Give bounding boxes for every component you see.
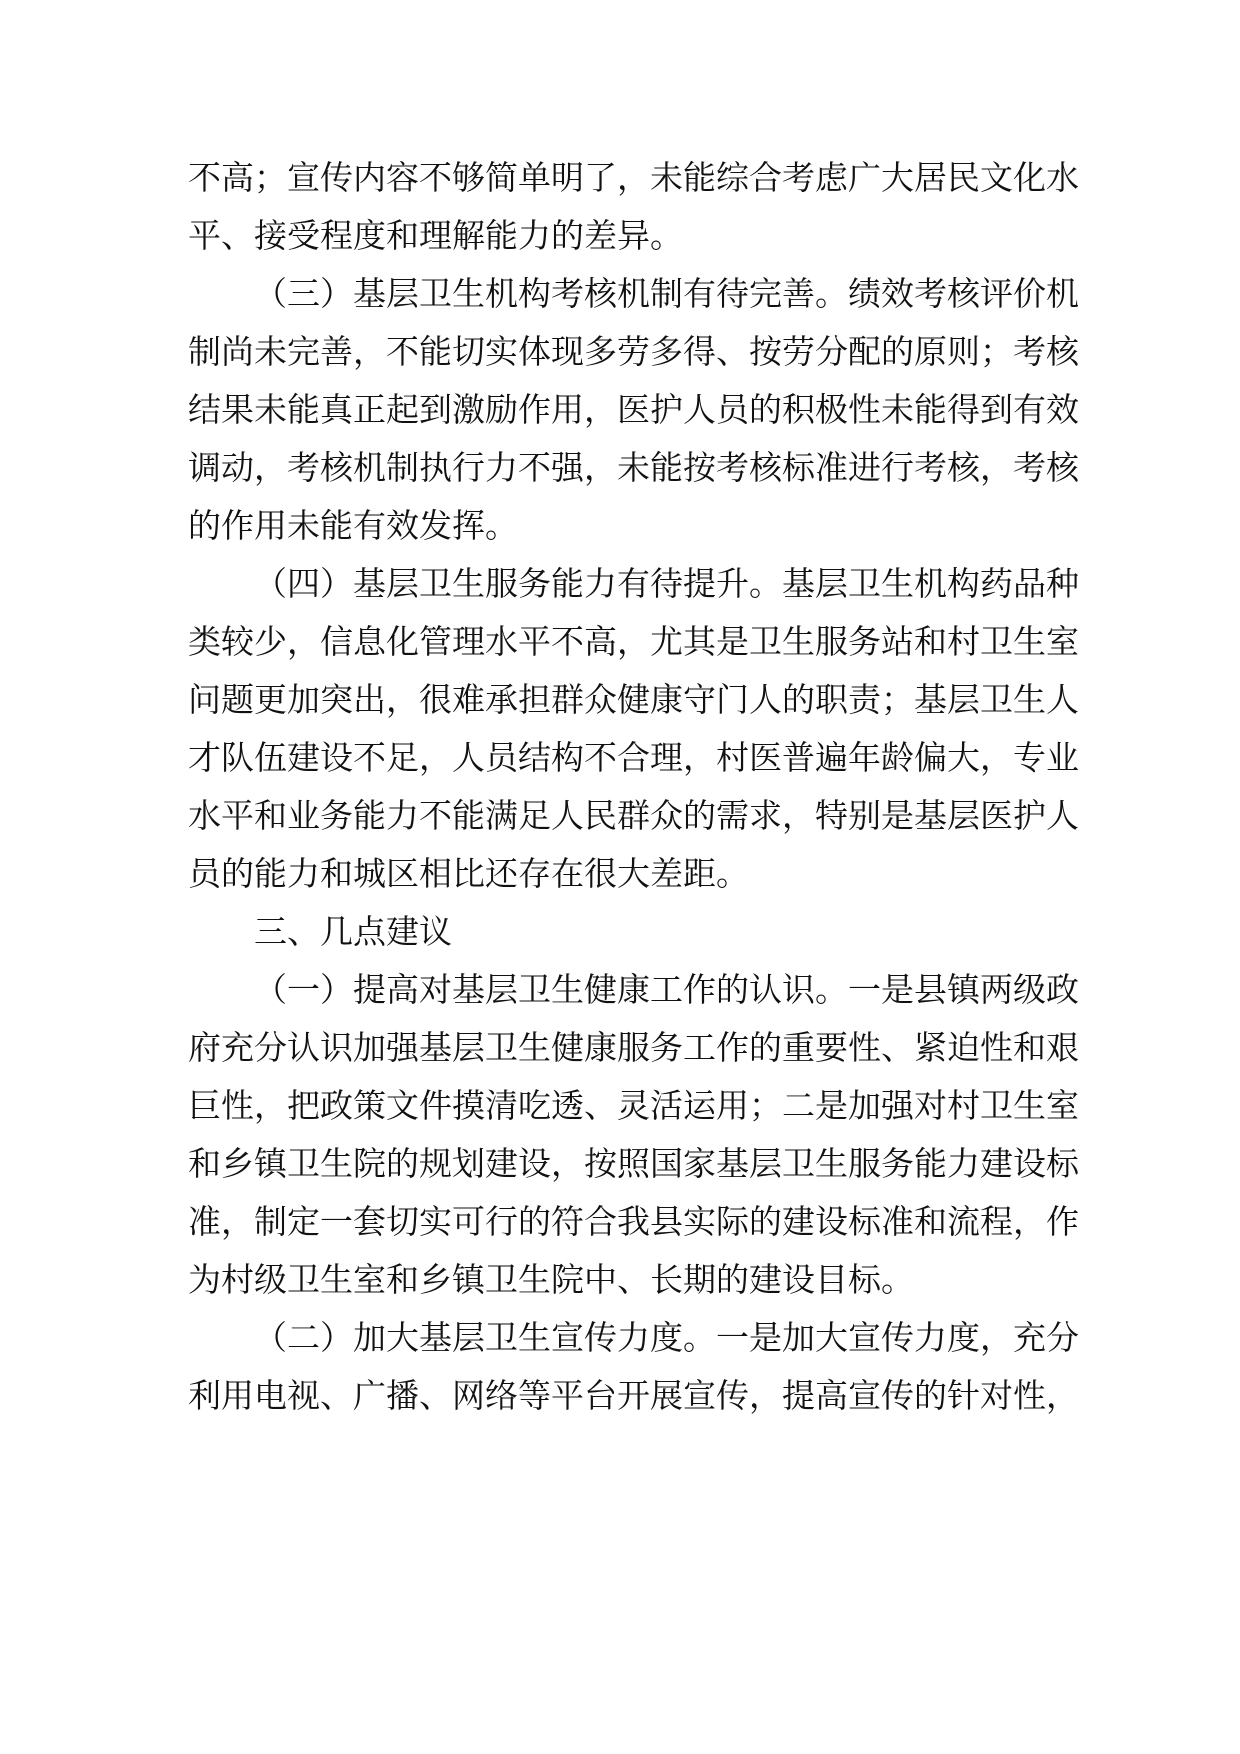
text-line: 利用电视、广播、网络等平台开展宣传，提高宣传的针对性，	[188, 1376, 1079, 1415]
text-line: 类较少，信息化管理水平不高，尤其是卫生服务站和村卫生室	[188, 622, 1079, 661]
text-line: 水平和业务能力不能满足人民群众的需求，特别是基层医护人	[188, 796, 1079, 835]
text-line: 问题更加突出，很难承担群众健康守门人的职责；基层卫生人	[188, 680, 1079, 719]
text-line: 不高；宣传内容不够简单明了，未能综合考虑广大居民文化水	[188, 158, 1079, 197]
text-line: 准，制定一套切实可行的符合我县实际的建设标准和流程，作	[188, 1202, 1079, 1241]
text-line: 结果未能真正起到激励作用，医护人员的积极性未能得到有效	[188, 390, 1079, 429]
section-title: 三、几点建议	[254, 912, 452, 951]
text-line: 和乡镇卫生院的规划建设，按照国家基层卫生服务能力建设标	[188, 1144, 1079, 1183]
text-line: 平、接受程度和理解能力的差异。	[188, 216, 683, 255]
text-line: 巨性，把政策文件摸清吃透、灵活运用；二是加强对村卫生室	[188, 1086, 1079, 1125]
text-line: 才队伍建设不足，人员结构不合理，村医普遍年龄偏大，专业	[188, 738, 1079, 777]
text-line: 制尚未完善，不能切实体现多劳多得、按劳分配的原则；考核	[188, 332, 1079, 371]
section-heading-line: （二）加大基层卫生宣传力度。一是加大宣传力度，充分	[254, 1318, 1079, 1357]
text-line: 的作用未能有效发挥。	[188, 506, 518, 545]
text-line: 员的能力和城区相比还存在很大差距。	[188, 854, 749, 893]
section-heading-line: （三）基层卫生机构考核机制有待完善。绩效考核评价机	[254, 274, 1079, 313]
text-line: 为村级卫生室和乡镇卫生院中、长期的建设目标。	[188, 1260, 914, 1299]
section-heading-line: （一）提高对基层卫生健康工作的认识。一是县镇两级政	[254, 970, 1079, 1009]
text-line: 调动，考核机制执行力不强，未能按考核标准进行考核，考核	[188, 448, 1079, 487]
text-line: 府充分认识加强基层卫生健康服务工作的重要性、紧迫性和艰	[188, 1028, 1079, 1067]
section-heading-line: （四）基层卫生服务能力有待提升。基层卫生机构药品种	[254, 564, 1079, 603]
